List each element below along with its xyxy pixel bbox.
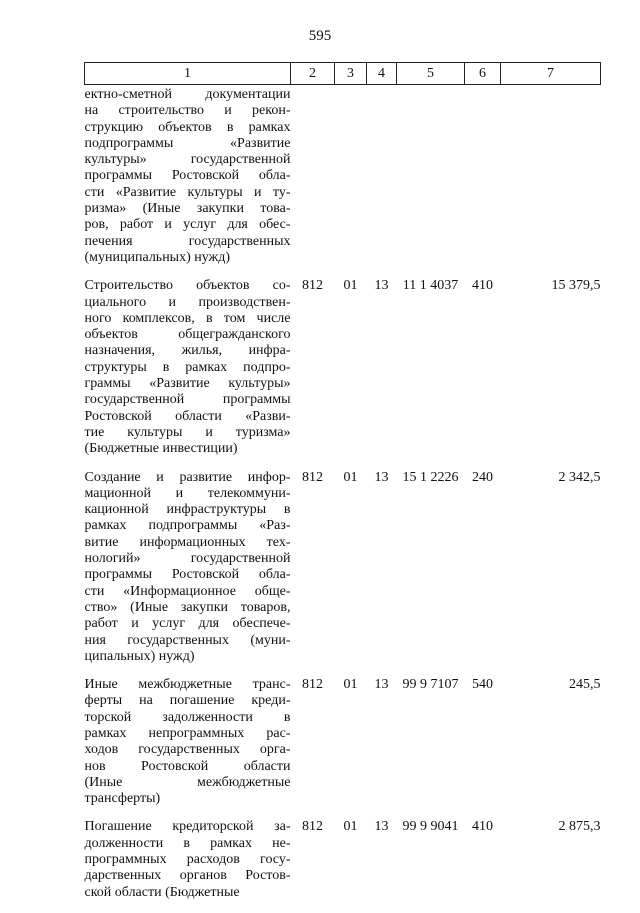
table-row	[85, 470, 601, 678]
description-line: Погашение кредиторской за-	[84, 819, 291, 835]
row-description	[85, 85, 291, 279]
section-code-cell: 01	[343, 819, 358, 835]
expense-type-cell: 240	[472, 469, 493, 485]
description-line: (Иные межбюджетные	[84, 774, 291, 790]
row-description	[85, 470, 291, 678]
expense-type-cell: 410	[472, 278, 493, 294]
ministry-code-cell: 812	[302, 469, 323, 485]
description-line: ния государственных (муни-	[84, 632, 291, 648]
expense-type-cell: 410	[472, 819, 493, 835]
description-line: ного комплексов, в том числе	[84, 310, 291, 326]
table-row	[85, 85, 601, 279]
amount-cell: 245,5	[569, 677, 601, 693]
description-line: Создание и развитие инфор-	[84, 469, 291, 485]
description-line: нов Ростовской области	[84, 758, 291, 774]
row-description	[85, 278, 291, 469]
column-header: 6	[465, 63, 501, 85]
description-line: сти «Развитие культуры и ту-	[84, 184, 291, 200]
amount-cell: 15 379,5	[551, 278, 601, 294]
description-line: Иные межбюджетные транс-	[84, 677, 291, 693]
description-line: (муниципальных) нужд)	[84, 249, 231, 265]
subsection-code-cell: 13	[374, 469, 389, 485]
ministry-code-cell: 812	[302, 819, 323, 835]
description-line: тие культуры и туризма»	[84, 424, 291, 440]
row-description	[85, 819, 291, 912]
description-line: нологий» государственной	[84, 551, 291, 567]
expense-type-cell	[465, 85, 501, 279]
column-header: 1	[85, 63, 291, 85]
description-line: долженности в рамках не-	[84, 835, 291, 851]
column-header: 4	[367, 63, 397, 85]
description-line: циального и производствен-	[84, 294, 291, 310]
description-line: ходов государственных орга-	[84, 742, 291, 758]
section-code-cell	[335, 85, 367, 279]
description-line: печения государственных	[84, 233, 291, 249]
description-line: ферты на погашение креди-	[84, 693, 291, 709]
section-code-cell: 01	[343, 469, 358, 485]
ministry-code-cell	[291, 85, 335, 279]
description-line: Строительство объектов со-	[84, 278, 291, 294]
subsection-code-cell: 13	[374, 819, 389, 835]
amount-cell: 2 342,5	[558, 469, 601, 485]
subsection-code-cell: 13	[374, 677, 389, 693]
amount-cell	[501, 85, 601, 279]
description-line: дарственных органов Ростов-	[84, 868, 291, 884]
table-body	[85, 85, 601, 913]
target-article-cell: 11 1 4037	[402, 278, 459, 294]
target-article-cell: 15 1 2226	[402, 469, 459, 485]
column-header: 5	[397, 63, 465, 85]
description-line: торской задолженности в	[84, 709, 291, 725]
description-line: программы Ростовской обла-	[84, 168, 291, 184]
subsection-code-cell	[367, 85, 397, 279]
header-row	[85, 63, 601, 85]
description-line: ров, работ и услуг для обес-	[84, 217, 291, 233]
description-line: подпрограммы «Развитие	[84, 135, 291, 151]
description-line: кационной инфраструктуры в	[84, 502, 291, 518]
target-article-cell: 99 9 9041	[402, 819, 459, 835]
description-line: ризма» (Иные закупки това-	[84, 201, 291, 217]
description-line: Ростовской области «Разви-	[84, 408, 291, 424]
description-line: культуры» государственной	[84, 152, 291, 168]
column-header: 7	[501, 63, 601, 85]
section-code-cell: 01	[343, 278, 358, 294]
subsection-code-cell: 13	[374, 278, 389, 294]
description-line: (Бюджетные инвестиции)	[84, 441, 238, 457]
amount-cell: 2 875,3	[558, 819, 601, 835]
description-line: граммы «Развитие культуры»	[84, 376, 291, 392]
table-row	[85, 819, 601, 912]
ministry-code-cell: 812	[302, 677, 323, 693]
description-line: рамках подпрограммы «Раз-	[84, 518, 291, 534]
row-description	[85, 677, 291, 819]
description-line: ектно-сметной документации	[84, 87, 291, 102]
description-line: трансферты)	[84, 791, 161, 807]
description-line: программы Ростовской обла-	[84, 567, 291, 583]
description-line: мационной и телекоммуни-	[84, 485, 291, 501]
description-line: структуры в рамках подпро-	[84, 359, 291, 375]
description-line: струкцию объектов в рамках	[84, 119, 291, 135]
target-article-cell	[397, 85, 465, 279]
description-line: государственной программы	[84, 392, 291, 408]
column-header: 3	[335, 63, 367, 85]
description-line: ской области (Бюджетные	[84, 884, 240, 900]
description-line: на строительство и рекон-	[84, 103, 291, 119]
budget-table	[84, 62, 601, 913]
description-line: ципальных) нужд)	[84, 648, 195, 664]
page-number: 595	[308, 28, 332, 44]
description-line: рамках непрограммных рас-	[84, 725, 291, 741]
expense-type-cell: 540	[472, 677, 493, 693]
description-line: работ и услуг для обеспече-	[84, 616, 291, 632]
table-row	[85, 677, 601, 819]
description-line: программных расходов госу-	[84, 852, 291, 868]
description-line: объектов общегражданского	[84, 327, 291, 343]
description-line: ство» (Иные закупки товаров,	[84, 599, 291, 615]
description-line: сти «Информационное обще-	[84, 583, 291, 599]
description-line: витие информационных тех-	[84, 534, 291, 550]
section-code-cell: 01	[343, 677, 358, 693]
ministry-code-cell: 812	[302, 278, 323, 294]
description-line: назначения, жилья, инфра-	[84, 343, 291, 359]
target-article-cell: 99 9 7107	[402, 677, 459, 693]
table-row	[85, 278, 601, 469]
column-header: 2	[291, 63, 335, 85]
